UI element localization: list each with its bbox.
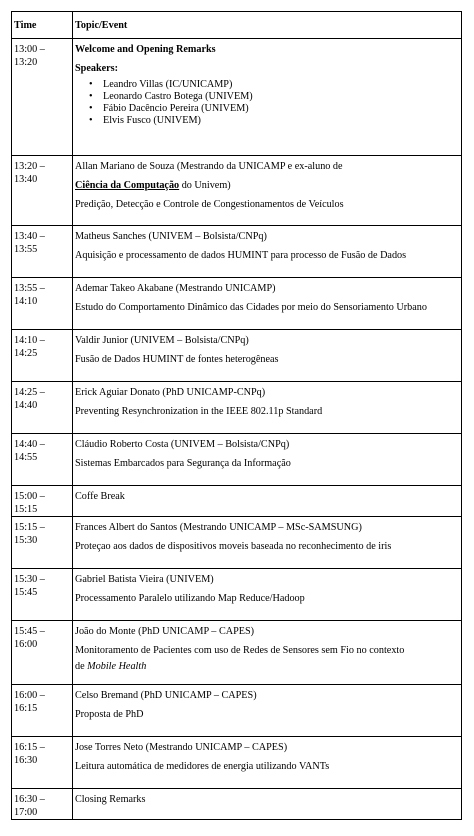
- table-row: [12, 789, 462, 820]
- speaker-line: Celso Bremand (PhD UNICAMP – CAPES): [75, 690, 257, 701]
- speaker-line: Gabriel Batista Vieira (UNIVEM): [75, 574, 214, 585]
- header-row: [12, 12, 462, 39]
- speaker-line: Frances Albert do Santos (Mestrando UNICAMP – MSc-SAMSUNG): [75, 522, 362, 533]
- speaker-line: Allan Mariano de Souza (Mestrando da UNICAMP e ex-aluno de: [75, 161, 343, 172]
- table-row: [12, 434, 462, 486]
- time-cell: 15:45 – 16:00: [12, 621, 73, 685]
- topic-cell: [73, 39, 462, 156]
- topic-title-cont: [75, 660, 459, 673]
- time-cell: 14:40 – 14:55: [12, 434, 73, 486]
- speakers-label: Speakers:: [75, 63, 119, 74]
- time-cell: 13:40 – 13:55: [12, 226, 73, 278]
- topic-title: Sistemas Embarcados para Segurança da Informação: [75, 458, 291, 469]
- topic-prefix: de: [75, 661, 88, 672]
- time-cell: 13:20 – 13:40: [12, 156, 73, 226]
- topic-cell: [73, 382, 462, 434]
- topic-title: Estudo do Comportamento Dinâmico das Cidades por meio do Sensoriamento Urbano: [75, 302, 427, 313]
- time-column-header: Time: [12, 12, 73, 39]
- course-link[interactable]: Ciência da Computação: [75, 180, 180, 191]
- topic-cell: [73, 278, 462, 330]
- table-row: [12, 685, 462, 737]
- table-row: [12, 737, 462, 789]
- topic-cell: [73, 569, 462, 621]
- topic-column-header: Topic/Event: [73, 12, 462, 39]
- speaker-line: Valdir Junior (UNIVEM – Bolsista/CNPq): [75, 335, 249, 346]
- speaker-line: Ademar Takeo Akabane (Mestrando UNICAMP): [75, 283, 276, 294]
- speakers-list: [75, 79, 459, 127]
- list-item: • Fábio Dacêncio Pereira (UNIVEM): [103, 103, 459, 115]
- time-cell: 15:30 – 15:45: [12, 569, 73, 621]
- schedule-table: [11, 11, 462, 820]
- topic-cell: [73, 517, 462, 569]
- topic-cell: [73, 737, 462, 789]
- topic-title: Fusão de Dados HUMINT de fontes heterogêneas: [75, 354, 279, 365]
- topic-cell: [73, 434, 462, 486]
- topic-title: Monitoramento de Pacientes com uso de Redes de Sensores sem Fio no contexto: [75, 645, 405, 656]
- topic-cell: [73, 226, 462, 278]
- speaker-line-cont: [75, 179, 459, 192]
- table-row: [12, 517, 462, 569]
- topic-cell: [73, 685, 462, 737]
- topic-cell: [73, 330, 462, 382]
- session-title: Welcome and Opening Remarks: [75, 44, 216, 55]
- topic-title: Predição, Detecção e Controle de Congestionamentos de Veículos: [75, 199, 344, 210]
- time-cell: 15:00 – 15:15: [12, 486, 73, 517]
- table-row: [12, 486, 462, 517]
- speaker-line-rest: do Univem): [179, 180, 231, 191]
- table-row: [12, 278, 462, 330]
- topic-cell: Coffe Break: [73, 486, 462, 517]
- speaker-line: João do Monte (PhD UNICAMP – CAPES): [75, 626, 255, 637]
- topic-title: Proposta de PhD: [75, 709, 144, 720]
- time-cell: 13:00 – 13:20: [12, 39, 73, 156]
- topic-italic: Mobile Health: [87, 661, 147, 672]
- table-row: [12, 569, 462, 621]
- time-cell: 13:55 – 14:10: [12, 278, 73, 330]
- time-cell: 16:00 – 16:15: [12, 685, 73, 737]
- speaker-line: Jose Torres Neto (Mestrando UNICAMP – CAPES): [75, 742, 288, 753]
- list-item: • Leandro Villas (IC/UNICAMP): [103, 79, 459, 91]
- table-row: [12, 156, 462, 226]
- table-row: [12, 226, 462, 278]
- topic-cell: [73, 156, 462, 226]
- list-item: • Leonardo Castro Botega (UNIVEM): [103, 91, 459, 103]
- table-row: [12, 382, 462, 434]
- time-cell: 14:10 – 14:25: [12, 330, 73, 382]
- topic-cell: Closing Remarks: [73, 789, 462, 820]
- topic-title: Preventing Resynchronization in the IEEE 802.11p Standard: [75, 406, 323, 417]
- topic-title: Processamento Paralelo utilizando Map Reduce/Hadoop: [75, 593, 305, 604]
- time-cell: 16:15 – 16:30: [12, 737, 73, 789]
- speaker-line: Cláudio Roberto Costa (UNIVEM – Bolsista/CNPq): [75, 439, 290, 450]
- list-item: • Elvis Fusco (UNIVEM): [103, 115, 459, 127]
- table-row: [12, 621, 462, 685]
- topic-cell: [73, 621, 462, 685]
- topic-title: Aquisição e processamento de dados HUMINT para processo de Fusão de Dados: [75, 250, 407, 261]
- time-cell: 14:25 – 14:40: [12, 382, 73, 434]
- time-cell: 16:30 – 17:00: [12, 789, 73, 820]
- topic-title: Proteçao aos dados de dispositivos moveis baseada no reconhecimento de iris: [75, 541, 392, 552]
- table-row: [12, 330, 462, 382]
- speaker-line: Erick Aguiar Donato (PhD UNICAMP-CNPq): [75, 387, 266, 398]
- speaker-line: Matheus Sanches (UNIVEM – Bolsista/CNPq): [75, 231, 267, 242]
- time-cell: 15:15 – 15:30: [12, 517, 73, 569]
- table-row: [12, 39, 462, 156]
- topic-title: Leitura automática de medidores de energia utilizando VANTs: [75, 761, 330, 772]
